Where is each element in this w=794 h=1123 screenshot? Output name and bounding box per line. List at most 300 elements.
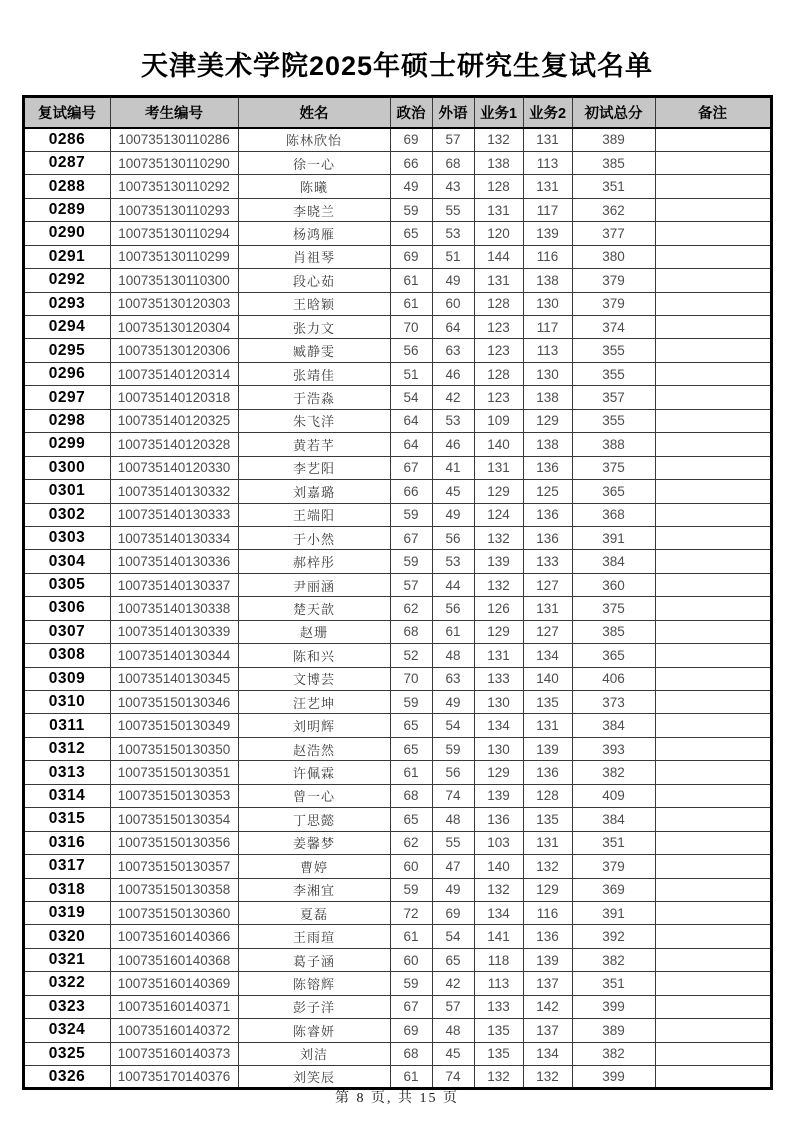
candidate-number-cell: 100735150130356 — [110, 831, 238, 854]
major1-score-cell: 103 — [474, 831, 523, 854]
major2-score-cell: 137 — [523, 1019, 572, 1042]
politics-score-cell: 68 — [390, 620, 432, 643]
name-cell: 黄若芊 — [238, 433, 390, 456]
remark-cell — [655, 175, 771, 198]
candidate-number-cell: 100735150130346 — [110, 691, 238, 714]
candidate-number-cell: 100735140130333 — [110, 503, 238, 526]
remark-cell — [655, 808, 771, 831]
name-cell: 夏磊 — [238, 901, 390, 924]
retest-number-cell: 0298 — [23, 409, 110, 432]
politics-score-cell: 66 — [390, 151, 432, 174]
table-row — [23, 480, 771, 503]
total-score-cell: 382 — [572, 1042, 655, 1065]
politics-score-cell: 64 — [390, 409, 432, 432]
table-row — [23, 808, 771, 831]
name-cell: 刘明辉 — [238, 714, 390, 737]
table-row — [23, 737, 771, 760]
foreign-language-score-cell: 68 — [432, 151, 474, 174]
name-cell: 彭子洋 — [238, 995, 390, 1018]
table-row — [23, 316, 771, 339]
foreign-language-score-cell: 51 — [432, 245, 474, 268]
foreign-language-score-cell: 48 — [432, 644, 474, 667]
retest-number-cell: 0314 — [23, 784, 110, 807]
remark-cell — [655, 526, 771, 549]
foreign-language-score-cell: 55 — [432, 831, 474, 854]
remark-cell — [655, 737, 771, 760]
total-score-cell: 379 — [572, 269, 655, 292]
politics-score-cell: 69 — [390, 128, 432, 151]
major2-score-cell: 138 — [523, 386, 572, 409]
name-cell: 李晓兰 — [238, 198, 390, 221]
table-row — [23, 456, 771, 479]
table-row — [23, 948, 771, 971]
table-row — [23, 761, 771, 784]
remark-cell — [655, 573, 771, 596]
table-row — [23, 972, 771, 995]
table-row — [23, 667, 771, 690]
politics-score-cell: 59 — [390, 550, 432, 573]
retest-number-cell: 0305 — [23, 573, 110, 596]
table-row — [23, 386, 771, 409]
total-score-cell: 375 — [572, 456, 655, 479]
total-score-cell: 399 — [572, 995, 655, 1018]
major2-score-cell: 131 — [523, 128, 572, 151]
column-header-6: 业务2 — [523, 97, 572, 129]
remark-cell — [655, 198, 771, 221]
table-row — [23, 433, 771, 456]
retest-number-cell: 0295 — [23, 339, 110, 362]
foreign-language-score-cell: 46 — [432, 433, 474, 456]
major1-score-cell: 132 — [474, 526, 523, 549]
major2-score-cell: 131 — [523, 714, 572, 737]
candidate-number-cell: 100735150130357 — [110, 855, 238, 878]
retest-number-cell: 0290 — [23, 222, 110, 245]
major2-score-cell: 132 — [523, 1066, 572, 1089]
remark-cell — [655, 433, 771, 456]
table-row — [23, 784, 771, 807]
table-row — [23, 151, 771, 174]
candidate-number-cell: 100735150130350 — [110, 737, 238, 760]
retest-number-cell: 0299 — [23, 433, 110, 456]
total-score-cell: 382 — [572, 948, 655, 971]
major2-score-cell: 137 — [523, 972, 572, 995]
politics-score-cell: 67 — [390, 456, 432, 479]
retest-number-cell: 0292 — [23, 269, 110, 292]
candidate-number-cell: 100735160140366 — [110, 925, 238, 948]
major2-score-cell: 116 — [523, 901, 572, 924]
name-cell: 徐一心 — [238, 151, 390, 174]
name-cell: 杨鸿雁 — [238, 222, 390, 245]
politics-score-cell: 60 — [390, 948, 432, 971]
column-header-3: 政治 — [390, 97, 432, 129]
retest-number-cell: 0304 — [23, 550, 110, 573]
name-cell: 陈曦 — [238, 175, 390, 198]
major1-score-cell: 139 — [474, 784, 523, 807]
total-score-cell: 389 — [572, 1019, 655, 1042]
foreign-language-score-cell: 46 — [432, 362, 474, 385]
retest-number-cell: 0324 — [23, 1019, 110, 1042]
politics-score-cell: 65 — [390, 714, 432, 737]
column-header-7: 初试总分 — [572, 97, 655, 129]
name-cell: 葛子涵 — [238, 948, 390, 971]
candidate-number-cell: 100735160140368 — [110, 948, 238, 971]
total-score-cell: 384 — [572, 714, 655, 737]
politics-score-cell: 66 — [390, 480, 432, 503]
retest-number-cell: 0289 — [23, 198, 110, 221]
politics-score-cell: 61 — [390, 292, 432, 315]
major2-score-cell: 135 — [523, 808, 572, 831]
column-header-0: 复试编号 — [23, 97, 110, 129]
retest-number-cell: 0320 — [23, 925, 110, 948]
remark-cell — [655, 409, 771, 432]
politics-score-cell: 68 — [390, 1042, 432, 1065]
major2-score-cell: 136 — [523, 925, 572, 948]
politics-score-cell: 64 — [390, 433, 432, 456]
candidate-number-cell: 100735150130360 — [110, 901, 238, 924]
retest-number-cell: 0319 — [23, 901, 110, 924]
remark-cell — [655, 222, 771, 245]
retest-number-cell: 0326 — [23, 1066, 110, 1089]
foreign-language-score-cell: 74 — [432, 784, 474, 807]
major2-score-cell: 134 — [523, 1042, 572, 1065]
remark-cell — [655, 644, 771, 667]
foreign-language-score-cell: 54 — [432, 714, 474, 737]
major1-score-cell: 134 — [474, 714, 523, 737]
major1-score-cell: 128 — [474, 362, 523, 385]
retest-number-cell: 0317 — [23, 855, 110, 878]
foreign-language-score-cell: 64 — [432, 316, 474, 339]
candidate-number-cell: 100735170140376 — [110, 1066, 238, 1089]
name-cell: 臧静雯 — [238, 339, 390, 362]
total-score-cell: 375 — [572, 597, 655, 620]
foreign-language-score-cell: 49 — [432, 878, 474, 901]
retest-number-cell: 0306 — [23, 597, 110, 620]
name-cell: 于浩淼 — [238, 386, 390, 409]
major2-score-cell: 136 — [523, 503, 572, 526]
name-cell: 许佩霖 — [238, 761, 390, 784]
major1-score-cell: 132 — [474, 878, 523, 901]
table-row — [23, 362, 771, 385]
major1-score-cell: 131 — [474, 198, 523, 221]
table-row — [23, 644, 771, 667]
major1-score-cell: 139 — [474, 550, 523, 573]
politics-score-cell: 62 — [390, 831, 432, 854]
retest-number-cell: 0307 — [23, 620, 110, 643]
table-row — [23, 691, 771, 714]
total-score-cell: 392 — [572, 925, 655, 948]
major2-score-cell: 127 — [523, 573, 572, 596]
major1-score-cell: 126 — [474, 597, 523, 620]
remark-cell — [655, 995, 771, 1018]
name-cell: 楚天歆 — [238, 597, 390, 620]
foreign-language-score-cell: 47 — [432, 855, 474, 878]
major2-score-cell: 116 — [523, 245, 572, 268]
retest-number-cell: 0313 — [23, 761, 110, 784]
name-cell: 郝梓彤 — [238, 550, 390, 573]
major2-score-cell: 134 — [523, 644, 572, 667]
remark-cell — [655, 316, 771, 339]
name-cell: 刘笑辰 — [238, 1066, 390, 1089]
column-header-8: 备注 — [655, 97, 771, 129]
table-body — [23, 128, 771, 1089]
major1-score-cell: 124 — [474, 503, 523, 526]
foreign-language-score-cell: 56 — [432, 761, 474, 784]
name-cell: 张力文 — [238, 316, 390, 339]
column-header-1: 考生编号 — [110, 97, 238, 129]
candidate-number-cell: 100735130120304 — [110, 316, 238, 339]
major1-score-cell: 133 — [474, 667, 523, 690]
roster-table — [22, 95, 773, 1090]
foreign-language-score-cell: 59 — [432, 737, 474, 760]
retest-number-cell: 0309 — [23, 667, 110, 690]
name-cell: 汪艺坤 — [238, 691, 390, 714]
major2-score-cell: 125 — [523, 480, 572, 503]
major2-score-cell: 142 — [523, 995, 572, 1018]
major1-score-cell: 133 — [474, 995, 523, 1018]
major2-score-cell: 139 — [523, 222, 572, 245]
candidate-number-cell: 100735130110292 — [110, 175, 238, 198]
major1-score-cell: 134 — [474, 901, 523, 924]
foreign-language-score-cell: 63 — [432, 339, 474, 362]
major2-score-cell: 130 — [523, 362, 572, 385]
total-score-cell: 391 — [572, 526, 655, 549]
name-cell: 王雨瑄 — [238, 925, 390, 948]
major1-score-cell: 129 — [474, 480, 523, 503]
remark-cell — [655, 855, 771, 878]
total-score-cell: 365 — [572, 480, 655, 503]
candidate-number-cell: 100735160140373 — [110, 1042, 238, 1065]
major2-score-cell: 136 — [523, 526, 572, 549]
name-cell: 丁思懿 — [238, 808, 390, 831]
foreign-language-score-cell: 56 — [432, 597, 474, 620]
politics-score-cell: 59 — [390, 972, 432, 995]
total-score-cell: 384 — [572, 808, 655, 831]
foreign-language-score-cell: 42 — [432, 386, 474, 409]
foreign-language-score-cell: 61 — [432, 620, 474, 643]
column-header-4: 外语 — [432, 97, 474, 129]
major2-score-cell: 128 — [523, 784, 572, 807]
major1-score-cell: 135 — [474, 1042, 523, 1065]
foreign-language-score-cell: 53 — [432, 409, 474, 432]
total-score-cell: 409 — [572, 784, 655, 807]
candidate-number-cell: 100735160140371 — [110, 995, 238, 1018]
major2-score-cell: 133 — [523, 550, 572, 573]
major1-score-cell: 128 — [474, 292, 523, 315]
remark-cell — [655, 925, 771, 948]
remark-cell — [655, 667, 771, 690]
candidate-number-cell: 100735140130339 — [110, 620, 238, 643]
politics-score-cell: 56 — [390, 339, 432, 362]
name-cell: 肖祖琴 — [238, 245, 390, 268]
remark-cell — [655, 761, 771, 784]
politics-score-cell: 54 — [390, 386, 432, 409]
name-cell: 李艺阳 — [238, 456, 390, 479]
major1-score-cell: 132 — [474, 1066, 523, 1089]
total-score-cell: 374 — [572, 316, 655, 339]
candidate-number-cell: 100735140120328 — [110, 433, 238, 456]
candidate-number-cell: 100735130110294 — [110, 222, 238, 245]
politics-score-cell: 59 — [390, 691, 432, 714]
major2-score-cell: 113 — [523, 151, 572, 174]
politics-score-cell: 72 — [390, 901, 432, 924]
table-header — [23, 97, 771, 129]
total-score-cell: 388 — [572, 433, 655, 456]
remark-cell — [655, 597, 771, 620]
table-row — [23, 573, 771, 596]
total-score-cell: 362 — [572, 198, 655, 221]
remark-cell — [655, 972, 771, 995]
column-header-5: 业务1 — [474, 97, 523, 129]
politics-score-cell: 51 — [390, 362, 432, 385]
major2-score-cell: 127 — [523, 620, 572, 643]
total-score-cell: 355 — [572, 362, 655, 385]
candidate-number-cell: 100735130110290 — [110, 151, 238, 174]
remark-cell — [655, 151, 771, 174]
candidate-number-cell: 100735130120303 — [110, 292, 238, 315]
candidate-number-cell: 100735150130353 — [110, 784, 238, 807]
candidate-number-cell: 100735150130358 — [110, 878, 238, 901]
foreign-language-score-cell: 45 — [432, 480, 474, 503]
remark-cell — [655, 269, 771, 292]
name-cell: 刘嘉璐 — [238, 480, 390, 503]
foreign-language-score-cell: 53 — [432, 222, 474, 245]
table-row — [23, 409, 771, 432]
retest-number-cell: 0288 — [23, 175, 110, 198]
politics-score-cell: 61 — [390, 761, 432, 784]
retest-number-cell: 0323 — [23, 995, 110, 1018]
candidate-number-cell: 100735140130334 — [110, 526, 238, 549]
politics-score-cell: 67 — [390, 995, 432, 1018]
name-cell: 赵浩然 — [238, 737, 390, 760]
name-cell: 陈和兴 — [238, 644, 390, 667]
retest-number-cell: 0308 — [23, 644, 110, 667]
remark-cell — [655, 831, 771, 854]
table-row — [23, 1066, 771, 1089]
name-cell: 李湘宜 — [238, 878, 390, 901]
candidate-number-cell: 100735140120314 — [110, 362, 238, 385]
major1-score-cell: 140 — [474, 855, 523, 878]
foreign-language-score-cell: 54 — [432, 925, 474, 948]
remark-cell — [655, 1042, 771, 1065]
candidate-number-cell: 100735130110293 — [110, 198, 238, 221]
foreign-language-score-cell: 41 — [432, 456, 474, 479]
remark-cell — [655, 480, 771, 503]
foreign-language-score-cell: 57 — [432, 128, 474, 151]
total-score-cell: 406 — [572, 667, 655, 690]
name-cell: 刘洁 — [238, 1042, 390, 1065]
major2-score-cell: 129 — [523, 878, 572, 901]
name-cell: 陈睿妍 — [238, 1019, 390, 1042]
major1-score-cell: 120 — [474, 222, 523, 245]
retest-number-cell: 0303 — [23, 526, 110, 549]
major1-score-cell: 123 — [474, 386, 523, 409]
politics-score-cell: 61 — [390, 269, 432, 292]
major2-score-cell: 136 — [523, 761, 572, 784]
table-row — [23, 128, 771, 151]
table-row — [23, 222, 771, 245]
remark-cell — [655, 691, 771, 714]
politics-score-cell: 61 — [390, 1066, 432, 1089]
major1-score-cell: 123 — [474, 316, 523, 339]
politics-score-cell: 70 — [390, 667, 432, 690]
remark-cell — [655, 128, 771, 151]
foreign-language-score-cell: 45 — [432, 1042, 474, 1065]
table-row — [23, 925, 771, 948]
table-row — [23, 339, 771, 362]
candidate-number-cell: 100735160140372 — [110, 1019, 238, 1042]
foreign-language-score-cell: 48 — [432, 1019, 474, 1042]
foreign-language-score-cell: 65 — [432, 948, 474, 971]
foreign-language-score-cell: 49 — [432, 691, 474, 714]
candidate-number-cell: 100735140130332 — [110, 480, 238, 503]
name-cell: 王晗颖 — [238, 292, 390, 315]
name-cell: 于小然 — [238, 526, 390, 549]
total-score-cell: 380 — [572, 245, 655, 268]
politics-score-cell: 52 — [390, 644, 432, 667]
total-score-cell: 355 — [572, 339, 655, 362]
politics-score-cell: 69 — [390, 245, 432, 268]
major1-score-cell: 144 — [474, 245, 523, 268]
total-score-cell: 369 — [572, 878, 655, 901]
retest-number-cell: 0300 — [23, 456, 110, 479]
major1-score-cell: 130 — [474, 737, 523, 760]
name-cell: 姜馨梦 — [238, 831, 390, 854]
politics-score-cell: 65 — [390, 222, 432, 245]
major1-score-cell: 109 — [474, 409, 523, 432]
total-score-cell: 382 — [572, 761, 655, 784]
candidate-number-cell: 100735130120306 — [110, 339, 238, 362]
retest-number-cell: 0291 — [23, 245, 110, 268]
major2-score-cell: 135 — [523, 691, 572, 714]
politics-score-cell: 57 — [390, 573, 432, 596]
candidate-number-cell: 100735130110286 — [110, 128, 238, 151]
table-row — [23, 269, 771, 292]
candidate-number-cell: 100735140130338 — [110, 597, 238, 620]
candidate-number-cell: 100735130110299 — [110, 245, 238, 268]
remark-cell — [655, 386, 771, 409]
retest-number-cell: 0293 — [23, 292, 110, 315]
name-cell: 段心茹 — [238, 269, 390, 292]
retest-number-cell: 0321 — [23, 948, 110, 971]
retest-number-cell: 0286 — [23, 128, 110, 151]
major2-score-cell: 139 — [523, 948, 572, 971]
foreign-language-score-cell: 56 — [432, 526, 474, 549]
major1-score-cell: 130 — [474, 691, 523, 714]
page-footer: 第 8 页, 共 15 页 — [335, 1091, 459, 1106]
name-cell: 张靖佳 — [238, 362, 390, 385]
table-row — [23, 1019, 771, 1042]
major2-score-cell: 138 — [523, 433, 572, 456]
total-score-cell: 355 — [572, 409, 655, 432]
total-score-cell: 385 — [572, 151, 655, 174]
table-row — [23, 620, 771, 643]
major1-score-cell: 118 — [474, 948, 523, 971]
candidate-number-cell: 100735140130337 — [110, 573, 238, 596]
politics-score-cell: 69 — [390, 1019, 432, 1042]
candidate-number-cell: 100735150130354 — [110, 808, 238, 831]
candidate-number-cell: 100735150130349 — [110, 714, 238, 737]
major2-score-cell: 138 — [523, 269, 572, 292]
foreign-language-score-cell: 42 — [432, 972, 474, 995]
total-score-cell: 385 — [572, 620, 655, 643]
name-cell: 曹婷 — [238, 855, 390, 878]
table-row — [23, 245, 771, 268]
table-row — [23, 855, 771, 878]
major2-score-cell: 131 — [523, 831, 572, 854]
remark-cell — [655, 456, 771, 479]
major2-score-cell: 113 — [523, 339, 572, 362]
candidate-number-cell: 100735140130336 — [110, 550, 238, 573]
